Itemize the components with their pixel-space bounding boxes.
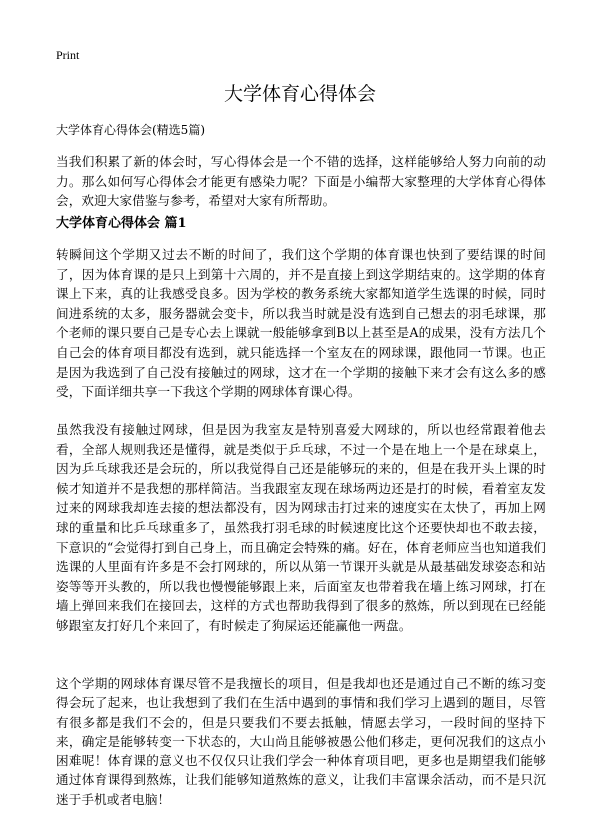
document-subtitle: 大学体育心得体会(精选5篇) — [56, 123, 205, 137]
page-title: 大学体育心得体会 — [223, 83, 376, 105]
body-paragraph-2: 虽然我没有接触过网球，但是因为我室友是特别喜爱大网球的，所以也经常跟着他去看，全部人规则我还是懂得，就是类似于乒乓球，不过一个是在地上一个是在球桌上，因为乒乓球我还是会玩的，所以我觉得自己还是能够玩的来的，但是在我开头上课的时候才知道并不是我想的那样简洁。当我跟室友现在球场两边还是打的时候，看着室友发过来的网球我却连去接的想法都没有，因为网球击打过来的速度实在太快了，再加上网球的重量和比乒乓球重多了，虽然我打羽毛球的时候速度比这个还要快却也不敢去接，下意识的“会觉得打到自己身上，而且确定会特殊的痛。好在，体育老师应当也知道我们选课的人里面有许多是不会打网球的，所以从第一节课开头就是从最基础发球姿态和站姿等等开头教的，所以我也慢慢能够跟上来，后面室友也带着我在墙上练习网球，打在墙上弹回来我们在接回去，这样的方式也帮助我得到了很多的熬炼，所以到现在已经能够跟室友打好几个来回了，有时候走了狗屎运还能赢他一两盘。 — [56, 422, 546, 633]
body-paragraph-1: 转瞬间这个学期又过去不断的时间了，我们这个学期的体育课也快到了要结课的时间了，因为体育课的是只上到第十六周的，并不是直接上到这学期结束的。这学期的体育课上下来，真的让我感受良多。因为学校的教务系统大家都知道学生选课的时候，同时间进系统的太多，服务器就会变卡，所以我当时就是没有选到自己想去的羽毛球课，那个老师的课只要自己是专心去上课就一般能够拿到B以上甚至是A的成果，没有方法几个自己会的体育项目都没有选到，就只能选择一个室友在的网球课，跟他同一节课。也正是因为我选到了自己没有接触过的网球，这才在一个学期的接触下来才会有这么多的感受，下面详细共享一下我这个学期的网球体育课心得。 — [56, 247, 546, 400]
print-link[interactable]: Print — [56, 48, 80, 62]
intro-paragraph: 当我们积累了新的体会时，写心得体会是一个不错的选择，这样能够给人努力向前的动力。那么如何写心得体会才能更有感染力呢？下面是小编帮大家整理的大学体育心得体会，欢迎大家借鉴与参考，希望对大家有所帮助。 — [56, 154, 546, 209]
section-heading: 大学体育心得体会 篇1 — [56, 216, 187, 231]
body-paragraph-3: 这个学期的网球体育课尽管不是我擅长的项目，但是我却也还是通过自己不断的练习变得会玩了起来，也让我想到了我们在生活中遇到的事情和我们学习上遇到的题目，尽管有很多都是我们不会的，但是只要我们不要去抵触，情愿去学习，一段时间的坚持下来，确定是能够转变一下状态的，大山尚且能够被愚公他们移走，更何况我们的这点小困难呢！体育课的意义也不仅仅只让我们学会一种体育项目吧，更多也是期望我们能够通过体育课得到熬炼，让我们能够知道熬炼的意义，让我们丰富课余活动，而不是只沉迷于手机或者电脑！ — [56, 676, 546, 807]
